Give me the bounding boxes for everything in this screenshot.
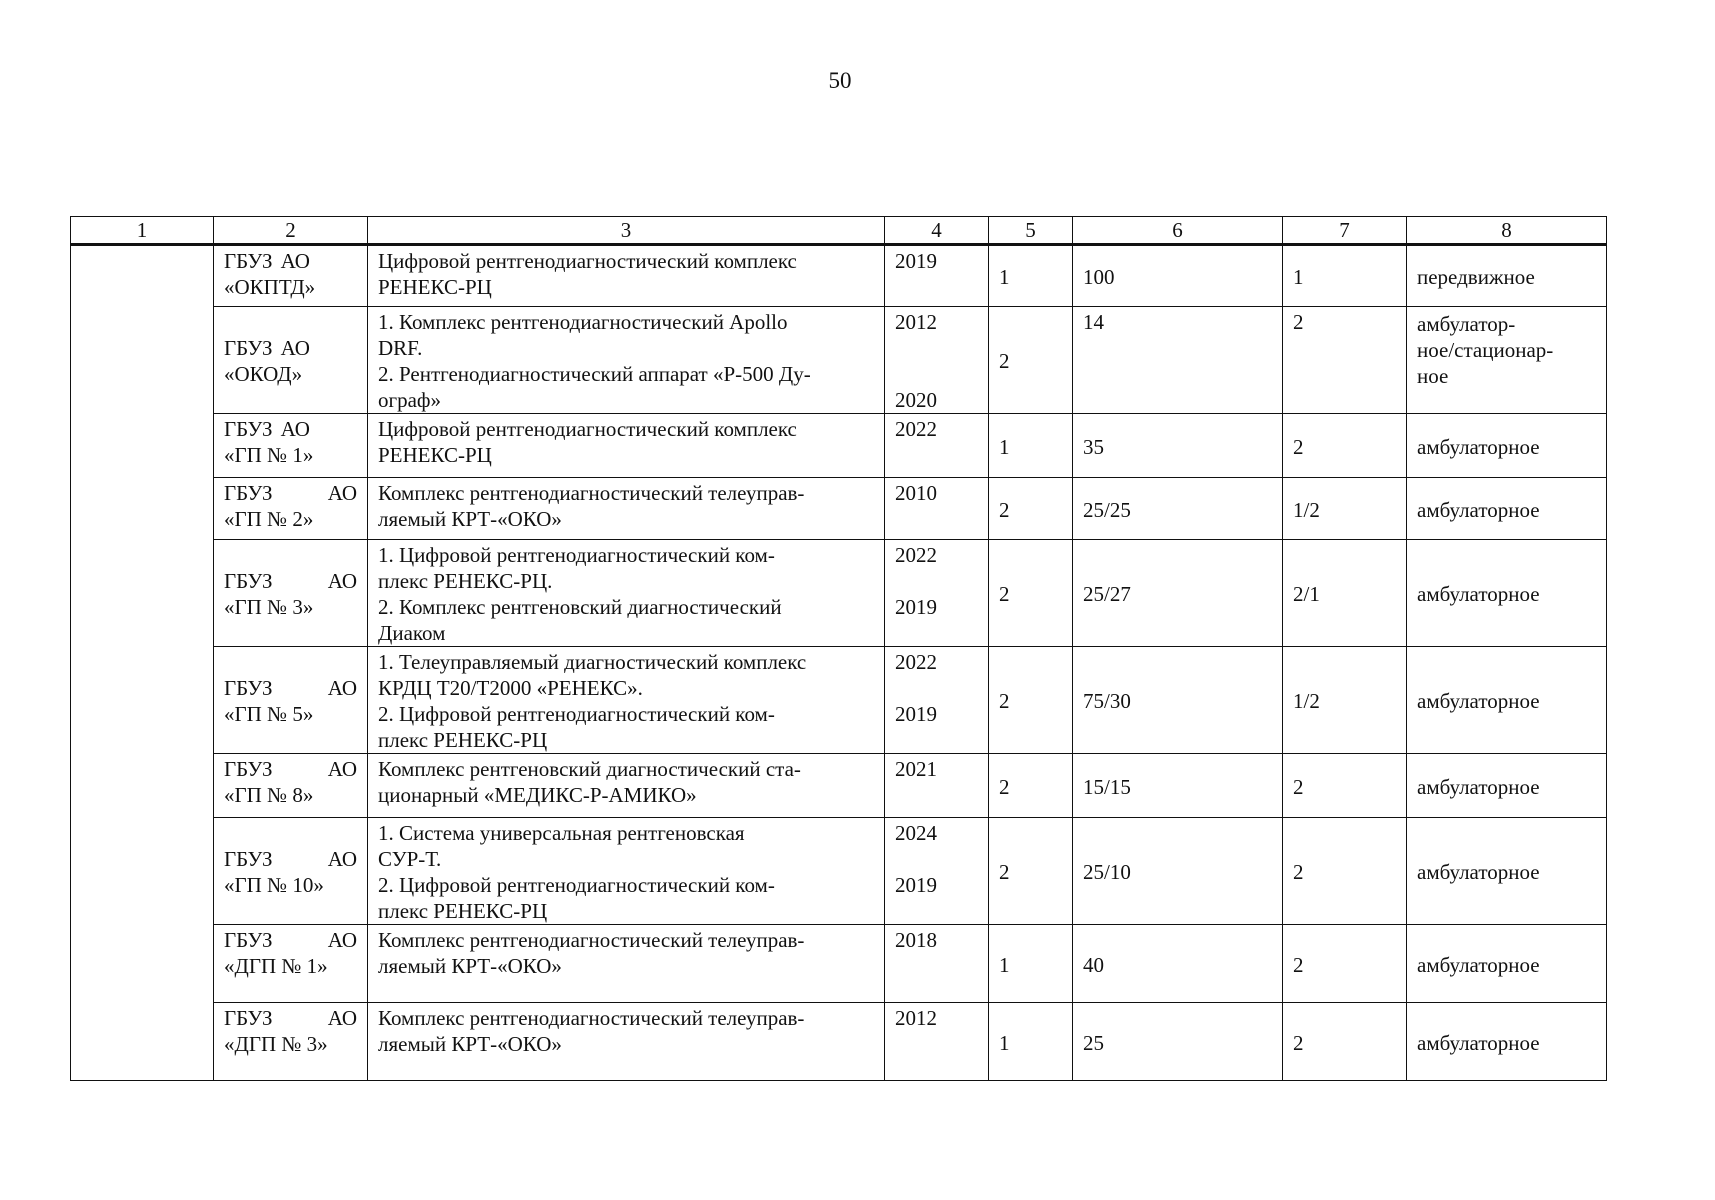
usage-type-line: амбулаторное [1417, 1030, 1540, 1055]
year-value: 2019 [895, 249, 937, 273]
equipment-line: 2. Цифровой рентгенодиагностический ком- [378, 702, 775, 726]
capacity-cell: 25 [1073, 1003, 1283, 1081]
equipment-cell [368, 478, 885, 540]
year-value: 2018 [895, 928, 937, 952]
shift-cell: 2 [1283, 307, 1407, 414]
count-cell: 1 [989, 1003, 1073, 1081]
year-value: 2020 [895, 388, 937, 412]
year-cell [885, 414, 989, 478]
capacity-cell: 15/15 [1073, 754, 1283, 818]
organization-name-part: ГБУЗ [224, 249, 273, 273]
count-cell: 2 [989, 540, 1073, 647]
usage-type-cell [1407, 818, 1607, 925]
organization-short-name: «ГП № 8» [224, 783, 314, 807]
organization-name-part: ГБУЗ [224, 336, 273, 360]
organization-name-part: ГБУЗ [224, 417, 273, 441]
table-row [71, 245, 1607, 307]
equipment-line: 2. Рентгенодиагностический аппарат «Р-500 Ду- [378, 362, 811, 386]
equipment-cell [368, 245, 885, 307]
column-header-3: 3 [368, 217, 885, 245]
organization-cell [214, 925, 368, 1003]
count-cell: 2 [989, 647, 1073, 754]
equipment-line: DRF. [378, 336, 423, 360]
year-value: 2024 [895, 821, 937, 845]
column-header-1: 1 [71, 217, 214, 245]
year-cell [885, 245, 989, 307]
organization-cell [214, 540, 368, 647]
equipment-line: ляемый КРТ-«ОКО» [378, 954, 562, 978]
year-cell [885, 818, 989, 925]
equipment-line: плекс РЕНЕКС-РЦ. [378, 569, 553, 593]
table-row [71, 1003, 1607, 1081]
equipment-line: РЕНЕКС-РЦ [378, 275, 492, 299]
equipment-cell [368, 414, 885, 478]
equipment-line: РЕНЕКС-РЦ [378, 443, 492, 467]
organization-name-part: ГБУЗ [224, 928, 273, 952]
usage-type-cell [1407, 307, 1607, 414]
count-cell: 1 [989, 245, 1073, 307]
year-value: 2019 [895, 873, 937, 897]
column-header-2: 2 [214, 217, 368, 245]
equipment-cell [368, 818, 885, 925]
organization-short-name: «ГП № 2» [224, 507, 314, 531]
column-header-6: 6 [1073, 217, 1283, 245]
shift-cell: 2 [1283, 1003, 1407, 1081]
year-value [895, 727, 978, 753]
year-value: 2019 [895, 595, 937, 619]
table-row [71, 925, 1607, 1003]
equipment-line: Цифровой рентгенодиагностический комплекс [378, 417, 797, 441]
equipment-table [70, 216, 1607, 1081]
organization-name-part: ГБУЗ [224, 676, 273, 700]
organization-cell [214, 245, 368, 307]
usage-type-line: передвижное [1417, 265, 1535, 289]
table-row [71, 540, 1607, 647]
organization-cell [214, 414, 368, 478]
equipment-line: 1. Комплекс рентгенодиагностический Apollo [378, 310, 788, 334]
capacity-cell: 25/27 [1073, 540, 1283, 647]
organization-cell [214, 647, 368, 754]
organization-name-part: АО [327, 481, 357, 505]
shift-cell: 2 [1283, 414, 1407, 478]
number-cell [71, 245, 214, 1081]
year-value: 2012 [895, 310, 937, 334]
usage-type-cell [1407, 478, 1607, 540]
equipment-cell [368, 1003, 885, 1081]
capacity-cell: 40 [1073, 925, 1283, 1003]
organization-cell [214, 818, 368, 925]
equipment-line: плекс РЕНЕКС-РЦ [378, 728, 548, 752]
shift-cell: 2 [1283, 925, 1407, 1003]
year-value: 2021 [895, 757, 937, 781]
column-header-4: 4 [885, 217, 989, 245]
organization-cell [214, 1003, 368, 1081]
year-value: 2012 [895, 1006, 937, 1030]
organization-short-name: «ОКПТД» [224, 275, 316, 299]
page-number: 50 [828, 68, 852, 93]
year-value: 2010 [895, 481, 937, 505]
equipment-line: Комплекс рентгенодиагностический телеуправ- [378, 928, 805, 952]
equipment-line: ограф» [378, 388, 442, 412]
equipment-line: СУР-Т. [378, 847, 442, 871]
organization-name-part: АО [327, 847, 357, 871]
usage-type-line: амбулаторное [1417, 952, 1540, 977]
year-cell [885, 1003, 989, 1081]
organization-name-part: ГБУЗ [224, 569, 273, 593]
usage-type-line: амбулаторное [1417, 434, 1540, 459]
equipment-line: плекс РЕНЕКС-РЦ [378, 899, 548, 923]
shift-cell: 2 [1283, 818, 1407, 925]
equipment-cell [368, 540, 885, 647]
equipment-line: 1. Цифровой рентгенодиагностический ком- [378, 543, 775, 567]
equipment-line: Комплекс рентгеновский диагностический ста- [378, 757, 801, 781]
organization-cell [214, 307, 368, 414]
usage-type-line: амбулаторное [1417, 689, 1540, 713]
usage-type-line: амбулаторное [1417, 860, 1540, 884]
organization-name-part: АО [327, 928, 357, 952]
count-cell: 2 [989, 754, 1073, 818]
equipment-line: Цифровой рентгенодиагностический комплекс [378, 249, 797, 273]
count-cell: 1 [989, 925, 1073, 1003]
usage-type-cell [1407, 925, 1607, 1003]
organization-name-part: АО [327, 676, 357, 700]
count-cell: 1 [989, 414, 1073, 478]
capacity-cell: 75/30 [1073, 647, 1283, 754]
capacity-cell: 100 [1073, 245, 1283, 307]
equipment-line: КРДЦ Т20/Т2000 «РЕНЕКС». [378, 676, 643, 700]
capacity-cell: 35 [1073, 414, 1283, 478]
shift-cell: 2/1 [1283, 540, 1407, 647]
table-row [71, 478, 1607, 540]
organization-cell [214, 478, 368, 540]
usage-type-line: ное/стационар- [1417, 338, 1554, 362]
usage-type-line: амбулатор- [1417, 312, 1516, 336]
organization-name-part: ГБУЗ [224, 847, 273, 871]
year-value [895, 335, 978, 361]
usage-type-cell [1407, 245, 1607, 307]
usage-type-line: амбулаторное [1417, 497, 1540, 522]
organization-short-name: «ГП № 10» [224, 873, 324, 897]
organization-short-name: «ГП № 1» [224, 443, 314, 467]
usage-type-line: ное [1417, 364, 1449, 388]
year-cell [885, 540, 989, 647]
equipment-line: Комплекс рентгенодиагностический телеуправ- [378, 1006, 805, 1030]
header-row [71, 217, 1607, 245]
equipment-line: Комплекс рентгенодиагностический телеуправ- [378, 481, 805, 505]
table-row [71, 754, 1607, 818]
year-cell [885, 647, 989, 754]
shift-cell: 1 [1283, 245, 1407, 307]
year-value [895, 361, 978, 387]
organization-name-part: АО [327, 757, 357, 781]
organization-name-part: АО [327, 569, 357, 593]
year-cell [885, 307, 989, 414]
table-row [71, 647, 1607, 754]
capacity-cell: 14 [1073, 307, 1283, 414]
organization-name-part: АО [280, 249, 310, 273]
organization-short-name: «ОКОД» [224, 362, 303, 386]
equipment-line: 2. Цифровой рентгенодиагностический ком- [378, 873, 775, 897]
usage-type-cell [1407, 647, 1607, 754]
usage-type-cell [1407, 414, 1607, 478]
shift-cell: 2 [1283, 754, 1407, 818]
year-value: 2019 [895, 702, 937, 726]
organization-short-name: «ГП № 5» [224, 702, 314, 726]
organization-short-name: «ДГП № 1» [224, 954, 328, 978]
usage-type-cell [1407, 754, 1607, 818]
organization-name-part: АО [327, 1006, 357, 1030]
capacity-cell: 25/25 [1073, 478, 1283, 540]
year-value [895, 846, 978, 872]
equipment-line: ляемый КРТ-«ОКО» [378, 1032, 562, 1056]
equipment-cell [368, 307, 885, 414]
shift-cell: 1/2 [1283, 478, 1407, 540]
usage-type-cell [1407, 1003, 1607, 1081]
count-cell: 2 [989, 478, 1073, 540]
equipment-line: 2. Комплекс рентгеновский диагностический [378, 595, 782, 619]
organization-short-name: «ДГП № 3» [224, 1032, 328, 1056]
usage-type-line: амбулаторное [1417, 582, 1540, 606]
table-row [71, 414, 1607, 478]
equipment-line: 1. Телеуправляемый диагностический комплекс [378, 650, 807, 674]
equipment-line: ционарный «МЕДИКС-Р-АМИКО» [378, 783, 697, 807]
year-value [895, 675, 978, 701]
equipment-line: Диаком [378, 621, 446, 645]
year-value: 2022 [895, 543, 937, 567]
table-row [71, 307, 1607, 414]
table-row [71, 818, 1607, 925]
equipment-cell [368, 647, 885, 754]
organization-name-part: ГБУЗ [224, 1006, 273, 1030]
column-header-8: 8 [1407, 217, 1607, 245]
equipment-cell [368, 925, 885, 1003]
year-cell [885, 754, 989, 818]
equipment-line: ляемый КРТ-«ОКО» [378, 507, 562, 531]
organization-name-part: ГБУЗ [224, 757, 273, 781]
column-header-5: 5 [989, 217, 1073, 245]
equipment-line: 1. Система универсальная рентгеновская [378, 821, 745, 845]
year-value: 2022 [895, 417, 937, 441]
organization-name-part: ГБУЗ [224, 481, 273, 505]
year-cell [885, 478, 989, 540]
table-body [71, 245, 1607, 1081]
year-value [895, 620, 978, 646]
count-cell: 2 [989, 818, 1073, 925]
shift-cell: 1/2 [1283, 647, 1407, 754]
count-cell: 2 [989, 307, 1073, 414]
equipment-cell [368, 754, 885, 818]
organization-name-part: АО [280, 336, 310, 360]
usage-type-cell [1407, 540, 1607, 647]
column-header-7: 7 [1283, 217, 1407, 245]
year-cell [885, 925, 989, 1003]
usage-type-line: амбулаторное [1417, 774, 1540, 799]
organization-cell [214, 754, 368, 818]
year-value: 2022 [895, 650, 937, 674]
year-value [895, 568, 978, 594]
organization-name-part: АО [280, 417, 310, 441]
organization-short-name: «ГП № 3» [224, 595, 314, 619]
year-value [895, 898, 978, 924]
capacity-cell: 25/10 [1073, 818, 1283, 925]
